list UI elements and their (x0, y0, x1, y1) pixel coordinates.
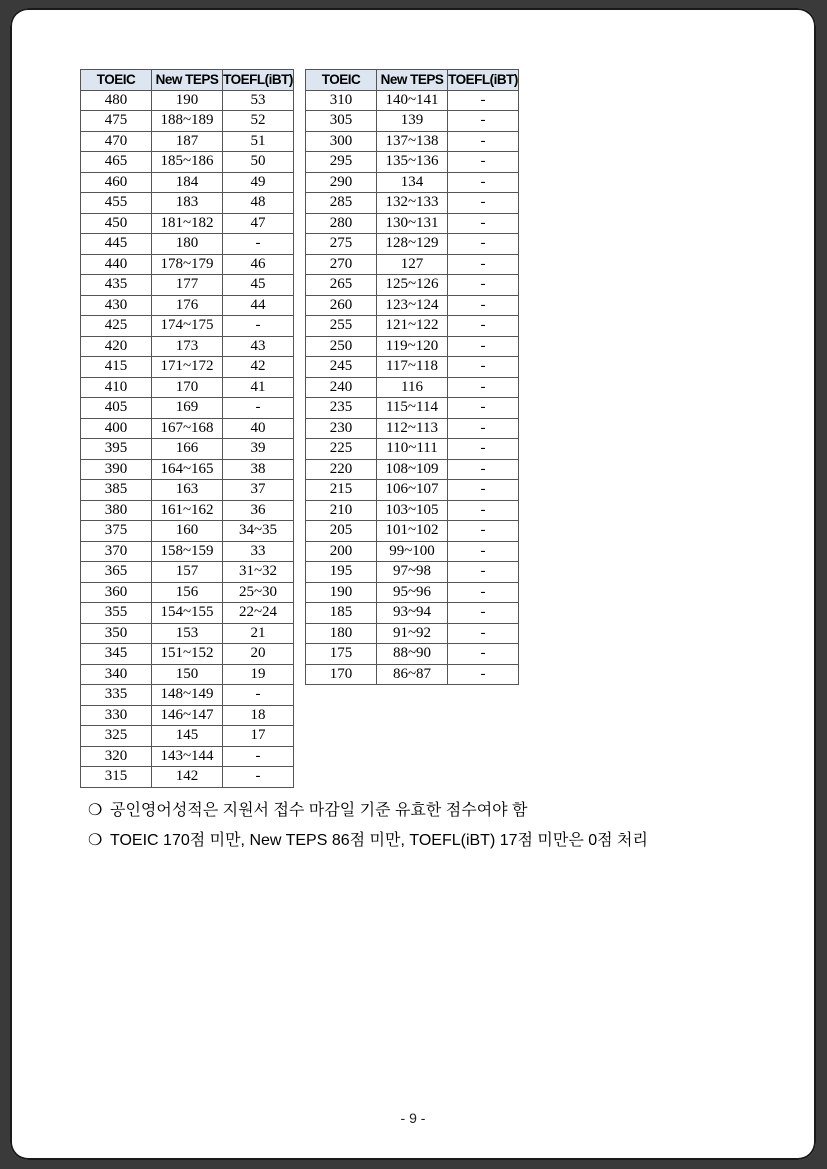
cell-new-teps: 103~105 (377, 500, 448, 521)
cell-toefl-ibt: - (448, 193, 519, 214)
cell-toefl-ibt: - (448, 521, 519, 542)
table-row (306, 377, 519, 398)
cell-toefl-ibt: 22~24 (223, 603, 294, 624)
score-table-left (80, 69, 294, 788)
cell-toefl-ibt: - (223, 234, 294, 255)
cell-toeic: 330 (81, 705, 152, 726)
cell-new-teps: 123~124 (377, 295, 448, 316)
table-row (306, 603, 519, 624)
cell-toefl-ibt: 42 (223, 357, 294, 378)
cell-toeic: 375 (81, 521, 152, 542)
cell-toeic: 435 (81, 275, 152, 296)
cell-toeic: 290 (306, 172, 377, 193)
cell-new-teps: 185~186 (152, 152, 223, 173)
cell-toeic: 360 (81, 582, 152, 603)
cell-new-teps: 88~90 (377, 644, 448, 665)
table-row (306, 213, 519, 234)
notes-list (88, 796, 648, 856)
cell-toeic: 325 (81, 726, 152, 747)
cell-toefl-ibt: - (448, 254, 519, 275)
circle-bullet-icon: ❍ (88, 832, 103, 849)
cell-toeic: 260 (306, 295, 377, 316)
table-row (306, 541, 519, 562)
cell-toeic: 415 (81, 357, 152, 378)
cell-toefl-ibt: - (448, 398, 519, 419)
cell-toeic: 395 (81, 439, 152, 460)
table-row (306, 521, 519, 542)
cell-toeic: 400 (81, 418, 152, 439)
cell-toeic: 245 (306, 357, 377, 378)
cell-toefl-ibt: 40 (223, 418, 294, 439)
cell-new-teps: 101~102 (377, 521, 448, 542)
cell-new-teps: 178~179 (152, 254, 223, 275)
cell-toefl-ibt: 21 (223, 623, 294, 644)
cell-toefl-ibt: - (223, 316, 294, 337)
cell-new-teps: 181~182 (152, 213, 223, 234)
cell-toefl-ibt: 37 (223, 480, 294, 501)
note-item (88, 826, 648, 856)
cell-toefl-ibt: 20 (223, 644, 294, 665)
table-row (81, 234, 294, 255)
cell-new-teps: 110~111 (377, 439, 448, 460)
table-row (81, 439, 294, 460)
table-row (81, 562, 294, 583)
cell-toeic: 205 (306, 521, 377, 542)
cell-toefl-ibt: - (223, 398, 294, 419)
header-new-teps: New TEPS (377, 70, 448, 91)
cell-toeic: 365 (81, 562, 152, 583)
header-toeic: TOEIC (81, 70, 152, 91)
table-row (81, 664, 294, 685)
cell-toeic: 405 (81, 398, 152, 419)
cell-toeic: 445 (81, 234, 152, 255)
cell-toeic: 440 (81, 254, 152, 275)
cell-toefl-ibt: 17 (223, 726, 294, 747)
circle-bullet-icon: ❍ (88, 802, 103, 819)
cell-toeic: 420 (81, 336, 152, 357)
cell-toeic: 340 (81, 664, 152, 685)
cell-toeic: 270 (306, 254, 377, 275)
header-toefl-ibt: TOEFL(iBT) (223, 70, 294, 91)
page-number: - 9 - (400, 1110, 426, 1126)
cell-new-teps: 156 (152, 582, 223, 603)
table-row (306, 644, 519, 665)
cell-toeic: 265 (306, 275, 377, 296)
cell-new-teps: 157 (152, 562, 223, 583)
cell-new-teps: 187 (152, 131, 223, 152)
cell-toefl-ibt: - (448, 603, 519, 624)
cell-new-teps: 127 (377, 254, 448, 275)
cell-toeic: 285 (306, 193, 377, 214)
cell-new-teps: 121~122 (377, 316, 448, 337)
cell-toeic: 220 (306, 459, 377, 480)
cell-toefl-ibt: - (448, 295, 519, 316)
table-row (81, 90, 294, 111)
table-row (306, 152, 519, 173)
cell-toefl-ibt: 38 (223, 459, 294, 480)
cell-new-teps: 180 (152, 234, 223, 255)
score-table-right (305, 69, 519, 685)
cell-toeic: 185 (306, 603, 377, 624)
cell-toeic: 225 (306, 439, 377, 460)
cell-new-teps: 91~92 (377, 623, 448, 644)
note-text: TOEIC 170점 미만, New TEPS 86점 미만, TOEFL(iBT) 17점 미만은 0점 처리 (110, 832, 648, 849)
cell-new-teps: 108~109 (377, 459, 448, 480)
cell-new-teps: 158~159 (152, 541, 223, 562)
cell-new-teps: 151~152 (152, 644, 223, 665)
cell-toeic: 295 (306, 152, 377, 173)
cell-toefl-ibt: - (448, 275, 519, 296)
table-row (81, 582, 294, 603)
cell-toeic: 240 (306, 377, 377, 398)
cell-new-teps: 163 (152, 480, 223, 501)
table-row (81, 726, 294, 747)
table-row (306, 234, 519, 255)
table-row (81, 295, 294, 316)
table-row (306, 459, 519, 480)
table-row (306, 131, 519, 152)
table-header-row (81, 70, 294, 91)
header-toefl-ibt: TOEFL(iBT) (448, 70, 519, 91)
cell-new-teps: 164~165 (152, 459, 223, 480)
cell-new-teps: 116 (377, 377, 448, 398)
cell-toeic: 230 (306, 418, 377, 439)
cell-toefl-ibt: 39 (223, 439, 294, 460)
cell-toefl-ibt: 36 (223, 500, 294, 521)
cell-toefl-ibt: 45 (223, 275, 294, 296)
table-row (81, 213, 294, 234)
table-row (81, 398, 294, 419)
table-row (81, 623, 294, 644)
cell-toeic: 280 (306, 213, 377, 234)
cell-toeic: 170 (306, 664, 377, 685)
cell-toeic: 210 (306, 500, 377, 521)
cell-new-teps: 95~96 (377, 582, 448, 603)
cell-toefl-ibt: - (448, 644, 519, 665)
document-page (10, 8, 816, 1160)
cell-new-teps: 148~149 (152, 685, 223, 706)
table-row (81, 111, 294, 132)
cell-toefl-ibt: - (448, 664, 519, 685)
cell-toeic: 335 (81, 685, 152, 706)
cell-toeic: 370 (81, 541, 152, 562)
cell-new-teps: 176 (152, 295, 223, 316)
cell-new-teps: 170 (152, 377, 223, 398)
cell-toeic: 475 (81, 111, 152, 132)
table-row (81, 685, 294, 706)
table-row (306, 623, 519, 644)
cell-toeic: 385 (81, 480, 152, 501)
cell-toeic: 320 (81, 746, 152, 767)
cell-toeic: 200 (306, 541, 377, 562)
cell-new-teps: 169 (152, 398, 223, 419)
cell-new-teps: 177 (152, 275, 223, 296)
cell-new-teps: 142 (152, 767, 223, 788)
cell-toeic: 315 (81, 767, 152, 788)
table-row (306, 275, 519, 296)
cell-toeic: 480 (81, 90, 152, 111)
cell-new-teps: 130~131 (377, 213, 448, 234)
note-item (88, 796, 648, 826)
cell-new-teps: 161~162 (152, 500, 223, 521)
table-row (306, 316, 519, 337)
cell-toefl-ibt: - (448, 623, 519, 644)
cell-toefl-ibt: 48 (223, 193, 294, 214)
cell-toefl-ibt: - (448, 357, 519, 378)
cell-new-teps: 150 (152, 664, 223, 685)
cell-toeic: 235 (306, 398, 377, 419)
cell-toeic: 305 (306, 111, 377, 132)
cell-toefl-ibt: - (448, 336, 519, 357)
cell-new-teps: 132~133 (377, 193, 448, 214)
cell-toeic: 310 (306, 90, 377, 111)
table-row (306, 254, 519, 275)
cell-new-teps: 112~113 (377, 418, 448, 439)
cell-toefl-ibt: - (448, 562, 519, 583)
cell-new-teps: 143~144 (152, 746, 223, 767)
table-row (81, 500, 294, 521)
table-row (306, 439, 519, 460)
cell-new-teps: 135~136 (377, 152, 448, 173)
cell-new-teps: 93~94 (377, 603, 448, 624)
cell-toefl-ibt: - (448, 582, 519, 603)
table-row (81, 357, 294, 378)
cell-toefl-ibt: 43 (223, 336, 294, 357)
table-row (81, 541, 294, 562)
table-row (306, 418, 519, 439)
cell-toefl-ibt: 52 (223, 111, 294, 132)
cell-toefl-ibt: - (448, 459, 519, 480)
cell-new-teps: 139 (377, 111, 448, 132)
cell-toefl-ibt: 33 (223, 541, 294, 562)
table-row (306, 480, 519, 501)
cell-toeic: 410 (81, 377, 152, 398)
cell-new-teps: 117~118 (377, 357, 448, 378)
cell-toeic: 355 (81, 603, 152, 624)
cell-new-teps: 146~147 (152, 705, 223, 726)
cell-toefl-ibt: - (448, 316, 519, 337)
cell-toefl-ibt: - (223, 767, 294, 788)
cell-new-teps: 184 (152, 172, 223, 193)
cell-toefl-ibt: - (448, 418, 519, 439)
table-row (306, 664, 519, 685)
cell-toefl-ibt: 18 (223, 705, 294, 726)
cell-new-teps: 188~189 (152, 111, 223, 132)
table-row (81, 377, 294, 398)
table-row (81, 644, 294, 665)
cell-toeic: 450 (81, 213, 152, 234)
cell-toefl-ibt: - (223, 685, 294, 706)
cell-toeic: 300 (306, 131, 377, 152)
cell-new-teps: 166 (152, 439, 223, 460)
table-row (81, 172, 294, 193)
cell-new-teps: 160 (152, 521, 223, 542)
cell-toeic: 380 (81, 500, 152, 521)
cell-toefl-ibt: - (448, 439, 519, 460)
table-row (306, 193, 519, 214)
cell-toefl-ibt: - (448, 213, 519, 234)
cell-new-teps: 183 (152, 193, 223, 214)
cell-toefl-ibt: - (448, 500, 519, 521)
cell-toefl-ibt: 34~35 (223, 521, 294, 542)
header-new-teps: New TEPS (152, 70, 223, 91)
cell-toefl-ibt: - (448, 90, 519, 111)
cell-toeic: 190 (306, 582, 377, 603)
cell-new-teps: 154~155 (152, 603, 223, 624)
table-row (306, 90, 519, 111)
cell-new-teps: 140~141 (377, 90, 448, 111)
cell-toefl-ibt: 53 (223, 90, 294, 111)
cell-toefl-ibt: - (448, 377, 519, 398)
cell-toefl-ibt: - (448, 131, 519, 152)
cell-toefl-ibt: 44 (223, 295, 294, 316)
table-row (306, 500, 519, 521)
table-row (81, 705, 294, 726)
table-row (306, 398, 519, 419)
cell-toeic: 275 (306, 234, 377, 255)
cell-toeic: 430 (81, 295, 152, 316)
table-row (306, 111, 519, 132)
cell-toeic: 425 (81, 316, 152, 337)
cell-toeic: 470 (81, 131, 152, 152)
cell-toeic: 345 (81, 644, 152, 665)
cell-new-teps: 106~107 (377, 480, 448, 501)
cell-toeic: 455 (81, 193, 152, 214)
table-row (81, 459, 294, 480)
cell-new-teps: 153 (152, 623, 223, 644)
cell-new-teps: 128~129 (377, 234, 448, 255)
cell-new-teps: 173 (152, 336, 223, 357)
cell-toefl-ibt: - (448, 172, 519, 193)
table-row (306, 172, 519, 193)
cell-toeic: 390 (81, 459, 152, 480)
table-row (306, 357, 519, 378)
cell-new-teps: 99~100 (377, 541, 448, 562)
table-row (306, 295, 519, 316)
cell-toefl-ibt: 41 (223, 377, 294, 398)
cell-new-teps: 97~98 (377, 562, 448, 583)
cell-toefl-ibt: 19 (223, 664, 294, 685)
cell-new-teps: 137~138 (377, 131, 448, 152)
cell-toeic: 180 (306, 623, 377, 644)
cell-toefl-ibt: 31~32 (223, 562, 294, 583)
cell-toeic: 465 (81, 152, 152, 173)
cell-toefl-ibt: - (223, 746, 294, 767)
cell-toeic: 215 (306, 480, 377, 501)
table-row (81, 131, 294, 152)
table-row (81, 480, 294, 501)
table-row (81, 521, 294, 542)
table-row (81, 254, 294, 275)
cell-toefl-ibt: - (448, 152, 519, 173)
cell-new-teps: 145 (152, 726, 223, 747)
table-header-row (306, 70, 519, 91)
cell-new-teps: 167~168 (152, 418, 223, 439)
table-row (81, 603, 294, 624)
cell-toefl-ibt: 25~30 (223, 582, 294, 603)
table-row (81, 767, 294, 788)
cell-toefl-ibt: 47 (223, 213, 294, 234)
cell-toefl-ibt: 50 (223, 152, 294, 173)
cell-new-teps: 134 (377, 172, 448, 193)
cell-new-teps: 125~126 (377, 275, 448, 296)
cell-toeic: 460 (81, 172, 152, 193)
table-row (81, 418, 294, 439)
cell-toefl-ibt: 49 (223, 172, 294, 193)
note-text: 공인영어성적은 지원서 접수 마감일 기준 유효한 점수여야 함 (110, 802, 528, 819)
table-row (81, 152, 294, 173)
cell-toeic: 195 (306, 562, 377, 583)
table-row (306, 562, 519, 583)
cell-new-teps: 86~87 (377, 664, 448, 685)
table-row (81, 193, 294, 214)
cell-toeic: 255 (306, 316, 377, 337)
cell-toefl-ibt: - (448, 480, 519, 501)
cell-toefl-ibt: 46 (223, 254, 294, 275)
cell-toeic: 175 (306, 644, 377, 665)
table-row (306, 336, 519, 357)
table-row (81, 275, 294, 296)
cell-toefl-ibt: - (448, 541, 519, 562)
cell-toeic: 350 (81, 623, 152, 644)
table-row (306, 582, 519, 603)
header-toeic: TOEIC (306, 70, 377, 91)
table-row (81, 316, 294, 337)
cell-new-teps: 119~120 (377, 336, 448, 357)
cell-toefl-ibt: - (448, 234, 519, 255)
table-row (81, 746, 294, 767)
cell-new-teps: 115~114 (377, 398, 448, 419)
table-row (81, 336, 294, 357)
cell-toeic: 250 (306, 336, 377, 357)
cell-toefl-ibt: 51 (223, 131, 294, 152)
cell-toefl-ibt: - (448, 111, 519, 132)
cell-new-teps: 171~172 (152, 357, 223, 378)
cell-new-teps: 190 (152, 90, 223, 111)
cell-new-teps: 174~175 (152, 316, 223, 337)
